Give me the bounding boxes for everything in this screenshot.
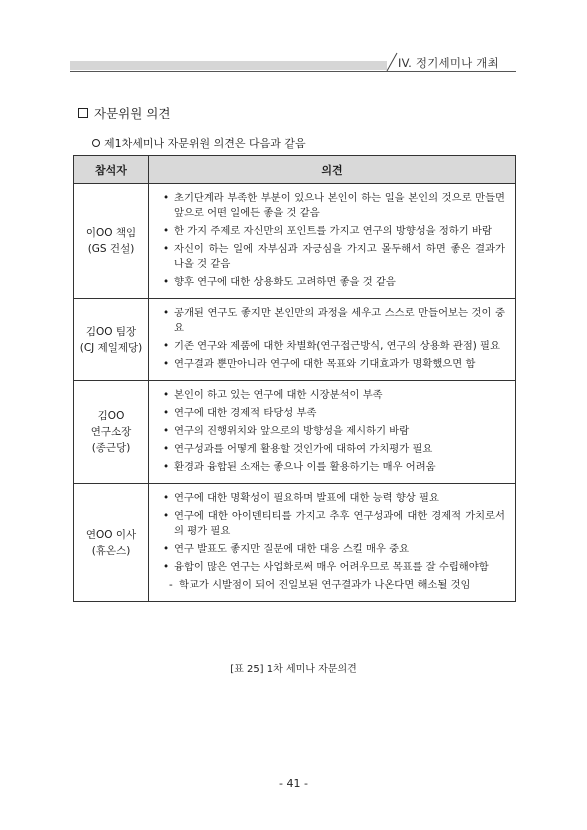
- bullet-icon: •: [163, 276, 170, 288]
- list-item: [161, 388, 505, 403]
- list-item: [161, 406, 505, 421]
- table-row: [74, 299, 516, 381]
- attendee-name-line: (휴온스): [91, 544, 131, 557]
- attendee-name-line: 김OO: [97, 410, 125, 422]
- bullet-icon: •: [163, 192, 170, 204]
- column-header-opinion: 의견: [149, 156, 516, 184]
- opinion-text: 연구에 대한 경제적 타당성 부족: [174, 407, 317, 419]
- list-item: [161, 491, 505, 506]
- attendee-name-line: 이OO 책임: [85, 227, 137, 239]
- opinion-text: 공개된 연구도 좋지만 본인만의 과정을 세우고 스스로 만들어보는 것이 중요: [174, 307, 505, 334]
- list-item: [161, 542, 505, 557]
- opinion-list: [161, 191, 505, 290]
- bullet-icon: •: [163, 510, 170, 522]
- bullet-icon: •: [163, 389, 170, 401]
- bullet-icon: •: [163, 340, 170, 352]
- attendee-name-line: (종근당): [91, 442, 131, 454]
- list-item: [161, 275, 505, 290]
- attendee-cell: [74, 299, 149, 381]
- list-item: [161, 442, 505, 457]
- bullet-icon: •: [163, 243, 170, 255]
- attendee-cell: [74, 381, 149, 484]
- bullet-icon: •: [163, 358, 170, 370]
- attendee-name-line: 연OO 이사: [85, 528, 137, 541]
- bullet-icon: •: [163, 461, 170, 473]
- bullet-icon: •: [163, 561, 170, 573]
- attendee-cell: [74, 184, 149, 299]
- opinion-cell: [149, 484, 516, 602]
- circle-bullet-icon: [92, 139, 100, 147]
- list-item: [161, 460, 505, 475]
- list-item: [161, 306, 505, 336]
- opinion-text: 본인이 하고 있는 연구에 대한 시장분석이 부족: [174, 389, 383, 401]
- opinion-cell: [149, 381, 516, 484]
- opinion-text: 연구 발표도 좋지만 질문에 대한 대응 스킬 매우 중요: [174, 543, 410, 555]
- opinion-cell: [149, 299, 516, 381]
- square-bullet-icon: [78, 108, 88, 118]
- bullet-icon: •: [163, 492, 170, 504]
- bullet-icon: •: [163, 407, 170, 419]
- list-item: [161, 560, 505, 575]
- table-row: [74, 484, 516, 602]
- header-rule: [70, 71, 516, 72]
- bullet-icon: •: [163, 543, 170, 555]
- attendee-name-line: 연구소장: [90, 426, 132, 438]
- opinion-list: [161, 306, 505, 372]
- bullet-icon: •: [163, 425, 170, 437]
- advisor-opinions-table: [73, 155, 516, 602]
- list-item: [161, 339, 505, 354]
- list-item: [161, 191, 505, 221]
- opinion-text: 연구결과 뿐만아니라 연구에 대한 목표와 기대효과가 명확했으면 함: [174, 358, 476, 370]
- list-item: [161, 578, 505, 593]
- section-subtitle-text: 제1차세미나 자문위원 의견은 다음과 같음: [104, 137, 306, 150]
- header-bar: [70, 61, 387, 70]
- table-body: [74, 184, 516, 602]
- opinion-text: 연구에 대한 명확성이 필요하며 발표에 대한 능력 향상 필요: [174, 492, 439, 504]
- list-item: [161, 424, 505, 439]
- list-item: [161, 224, 505, 239]
- attendee-cell: [74, 484, 149, 602]
- list-item: [161, 357, 505, 372]
- opinion-text: 연구의 진행위치와 앞으로의 방향성을 제시하기 바람: [174, 425, 410, 437]
- opinion-text: 자신이 하는 일에 자부심과 자긍심을 가지고 몰두해서 하면 좋은 결과가 나올 것 같음: [174, 243, 505, 270]
- opinion-text: 향후 연구에 대한 상용화도 고려하면 좋을 것 같음: [174, 276, 396, 288]
- section-title-text: 자문위원 의견: [94, 106, 171, 121]
- opinion-text: 환경과 융합된 소재는 좋으나 이를 활용하기는 매우 어려움: [174, 461, 436, 473]
- section-subtitle: [92, 135, 306, 151]
- list-item: [161, 509, 505, 539]
- opinion-text: 학교가 시발점이 되어 진일보된 연구결과가 나온다면 해소될 것임: [179, 579, 471, 591]
- attendee-name-line: (CJ 제일제당): [79, 341, 143, 354]
- header-slash-icon: [385, 52, 399, 72]
- table-header-row: [74, 156, 516, 184]
- table-caption: [표 25] 1차 세미나 자문의견: [230, 664, 357, 675]
- chapter-label: IV. 정기세미나 개최: [398, 56, 499, 70]
- opinion-text: 초기단계라 부족한 부분이 있으나 본인이 하는 일을 본인의 것으로 만들면 앞으로 어떤 일에든 좋을 것 같음: [174, 192, 505, 219]
- table-row: [74, 184, 516, 299]
- dash-icon: -: [169, 579, 173, 591]
- attendee-name-line: 김OO 팀장: [85, 325, 137, 338]
- opinion-text: 융합이 많은 연구는 사업화로써 매우 어려우므로 목표를 잘 수립해야함: [174, 561, 489, 573]
- opinion-text: 기존 연구와 제품에 대한 차별화(연구접근방식, 연구의 상용화 관점) 필요: [174, 340, 500, 352]
- attendee-name-line: (GS 건설): [87, 243, 135, 255]
- list-item: [161, 242, 505, 272]
- opinion-cell: [149, 184, 516, 299]
- column-header-attendee: 참석자: [74, 156, 149, 184]
- opinion-list: [161, 388, 505, 475]
- opinion-list: [161, 491, 505, 593]
- bullet-icon: •: [163, 307, 170, 319]
- bullet-icon: •: [163, 225, 170, 237]
- opinion-text: 연구에 대한 아이덴티티를 가지고 추후 연구성과에 대한 경제적 가치로서의 평가 필요: [174, 510, 505, 537]
- opinion-text: 한 가지 주제로 자신만의 포인트를 가지고 연구의 방향성을 정하기 바람: [174, 225, 492, 237]
- table-row: [74, 381, 516, 484]
- section-title: [78, 104, 170, 122]
- page-number: - 41 -: [279, 777, 308, 790]
- bullet-icon: •: [163, 443, 170, 455]
- opinion-text: 연구성과를 어떻게 활용할 것인가에 대하여 가치평가 필요: [174, 443, 433, 455]
